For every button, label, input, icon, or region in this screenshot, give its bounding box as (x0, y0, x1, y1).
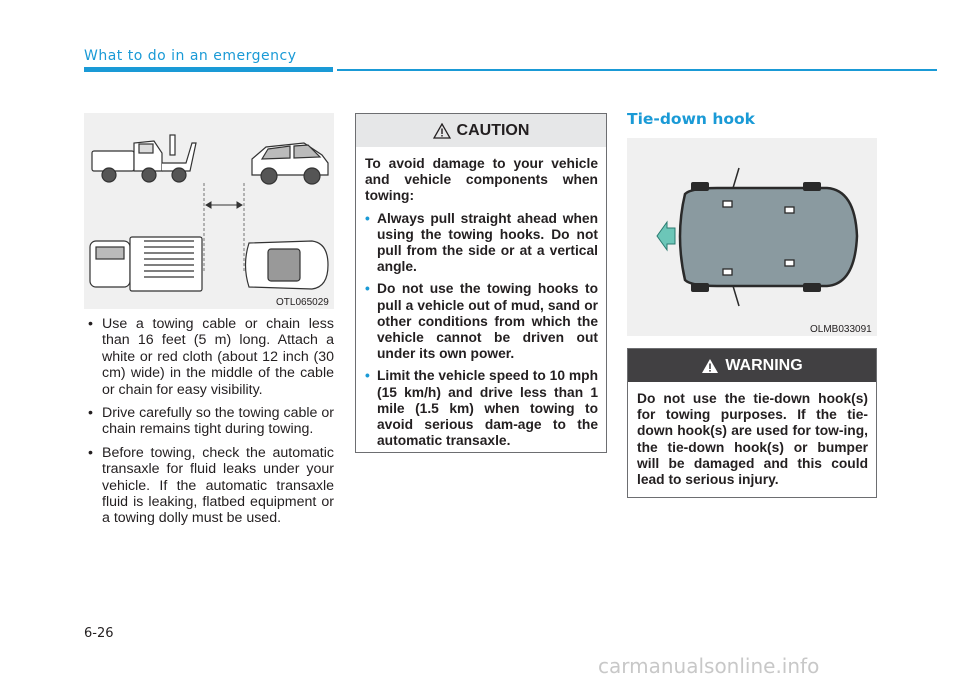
bullet-dot: • (88, 405, 93, 422)
warning-triangle-icon (701, 358, 719, 374)
list-item-text: Do not use the towing hooks to pull a vehicle out of mud, sand or other conditions from which the vehicle cannot be driven out under its own power. (377, 281, 598, 362)
list-item (84, 445, 334, 527)
warning-box (627, 348, 877, 498)
caution-title: CAUTION (456, 121, 530, 139)
warning-header (628, 349, 876, 382)
list-item (365, 368, 598, 449)
list-item (365, 281, 598, 362)
warning-text: Do not use the tie-down hook(s) for towing purposes. If the tie-down hook(s) are used for tow-ing, the tie-down hook(s) or bumper will be damaged and this could lead to serious injury. (637, 391, 868, 488)
caution-triangle-icon (433, 123, 451, 139)
header-rule (337, 69, 937, 71)
bullet-dot: • (88, 316, 93, 332)
vehicle-underside-diagram (627, 138, 877, 336)
towing-instructions-list (84, 316, 334, 534)
bullet-dot: • (365, 281, 370, 297)
section-header-title: What to do in an emergency (84, 48, 297, 64)
list-item (365, 211, 598, 276)
caution-header (356, 114, 606, 147)
bullet-dot: • (365, 210, 370, 226)
tiedown-section-title: Tie-down hook (627, 110, 755, 128)
list-item-text: Limit the vehicle speed to 10 mph (15 km/h) and drive less than 1 mile (1.5 km) when towing to avoid serious dam-age to the automatic transaxle. (377, 368, 598, 449)
bullet-dot: • (88, 444, 93, 461)
tiedown-figure-caption: OLMB033091 (810, 324, 872, 335)
bullet-dot: • (365, 368, 370, 384)
tiedown-illustration (627, 138, 877, 336)
warning-body (628, 382, 876, 496)
caution-list (365, 211, 598, 450)
tow-truck-diagram (84, 113, 334, 309)
caution-intro: To avoid damage to your vehicle and vehicle components when towing: (365, 156, 598, 204)
towing-illustration (84, 113, 334, 309)
list-item-text: Drive carefully so the towing cable or chain remains tight during towing. (102, 405, 334, 438)
list-item (84, 405, 334, 438)
watermark: carmanualsonline.info (598, 654, 820, 678)
list-item (84, 316, 334, 398)
towing-figure-caption: OTL065029 (276, 297, 329, 308)
warning-title: WARNING (725, 356, 803, 374)
caution-body (356, 147, 606, 463)
list-item-text: Use a towing cable or chain less than 16 feet (5 m) long. Attach a white or red cloth (about 12 inch (30 cm) wide) in the middle of the cable or chain for easy visibility. (102, 316, 334, 398)
page-number: 6-26 (84, 626, 114, 641)
list-item-text: Before towing, check the automatic transaxle for fluid leaks under your vehicle. If the automatic transaxle fluid is leaking, flatbed equipment or a towing dolly must be used. (102, 444, 334, 527)
caution-box (355, 113, 607, 453)
list-item-text: Always pull straight ahead when using the towing hooks. Do not pull from the side or at a vertical angle. (377, 210, 598, 275)
header-accent-bar (84, 67, 333, 72)
